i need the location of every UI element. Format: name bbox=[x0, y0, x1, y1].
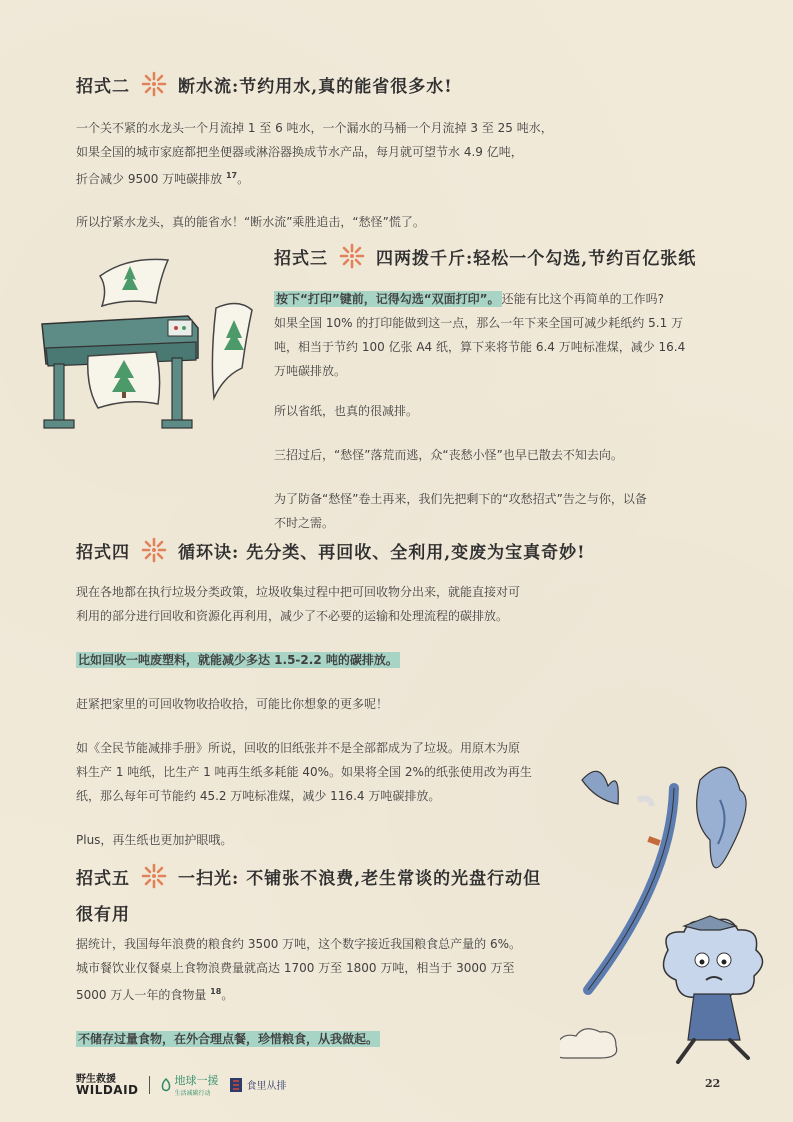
footnote-17: 17 bbox=[225, 171, 238, 180]
section3-number: 招式三 bbox=[274, 248, 328, 269]
section5-heading-line2 bbox=[76, 900, 130, 925]
section4-para4-line3: 纸，那么每年可节能约 45.2 万吨标准煤，减少 116.4 万吨碳排放。 bbox=[76, 789, 441, 803]
earth-logo-subtext: 生活减碳行动 bbox=[174, 1090, 211, 1097]
section4-highlight: 比如回收一吨废塑料，就能减少多达 1.5-2.2 吨的碳排放。 bbox=[78, 653, 398, 667]
section4-heading bbox=[76, 536, 586, 564]
asterisk-star-icon bbox=[140, 536, 168, 564]
footer-logos bbox=[76, 1072, 287, 1097]
section3-para3: 三招过后，“愁怪”落荒而逃，众“丧愁小怪”也早已散去不知去向。 bbox=[274, 448, 623, 462]
asterisk-star-icon bbox=[140, 862, 168, 890]
section4-para2 bbox=[76, 648, 696, 672]
section5-para2 bbox=[76, 1027, 576, 1051]
section5-heading bbox=[76, 862, 541, 890]
food-logo-text: 食里从排 bbox=[246, 1081, 287, 1092]
section3-title: 四两拨千斤:轻松一个勾选,节约百亿张纸 bbox=[376, 248, 697, 269]
cloud-monster bbox=[664, 916, 763, 1062]
section2-heading bbox=[76, 70, 453, 98]
section4-para3: 赶紧把家里的可回收物收拾收拾，可能比你想象的更多呢！ bbox=[76, 697, 389, 711]
section2-para2: 所以拧紧水龙头，真的能省水！“断水流”乘胜追击，“愁怪”慌了。 bbox=[76, 215, 425, 229]
section2-line3-end: 。 bbox=[237, 172, 250, 186]
section3-line4: 万吨碳排放。 bbox=[274, 364, 347, 378]
section4-para4-line1: 如《全民节能减排手册》所说，回收的旧纸张并不是全部都成为了垃圾。用原木为原 bbox=[76, 741, 521, 755]
section3-heading bbox=[274, 242, 696, 270]
section5-body bbox=[76, 932, 576, 1051]
section3-line3: 吨，相当于节约 100 亿张 A4 纸，算下来将节能 6.4 万吨标准煤，减少 16.4 bbox=[274, 340, 686, 354]
section3-body bbox=[274, 287, 724, 535]
food-logo bbox=[229, 1077, 287, 1093]
section2-number: 招式二 bbox=[76, 76, 130, 97]
section2-body bbox=[76, 116, 696, 234]
section5-line3-end: 。 bbox=[221, 988, 234, 1002]
section2-line1: 一个关不紧的水龙头一个月流掉 1 至 6 吨水，一个漏水的马桶一个月流掉 3 至 25 吨水， bbox=[76, 121, 553, 135]
section5-line3 bbox=[76, 980, 576, 1007]
asterisk-star-icon bbox=[140, 70, 168, 98]
section2-title: 断水流:节约用水,真的能省很多水! bbox=[178, 76, 453, 97]
footnote-18: 18 bbox=[210, 987, 222, 996]
page-number: 22 bbox=[705, 1077, 721, 1090]
section3-line2: 如果全国 10% 的打印能做到这一点，那么一年下来全国可减少耗纸约 5.1 万 bbox=[274, 316, 684, 330]
section4-number: 招式四 bbox=[76, 542, 130, 563]
section2-line2: 如果全国的城市家庭都把坐便器或淋浴器换成节水产品，每月就可望节水 4.9 亿吨， bbox=[76, 145, 523, 159]
footer-divider bbox=[149, 1076, 150, 1094]
section4-para4-line2: 料生产 1 吨纸，比生产 1 吨再生纸多耗能 40%。如果将全国 2%的纸张使用改为再生 bbox=[76, 765, 532, 779]
section3-para4-line1: 为了防备“愁怪”卷土再来，我们先把剩下的“攻愁招式”告之与你，以备 bbox=[274, 492, 647, 506]
section5-line1: 据统计，我国每年浪费的粮食约 3500 万吨，这个数字接近我国粮食总产量的 6%。 bbox=[76, 937, 522, 951]
section3-line1 bbox=[274, 287, 724, 311]
earth-logo bbox=[160, 1072, 219, 1097]
asterisk-star-icon bbox=[338, 242, 366, 270]
wildaid-logo-cn: 野生救援 bbox=[76, 1073, 116, 1085]
leaf-drop-icon bbox=[160, 1078, 172, 1092]
section3-para4-line2: 不时之需。 bbox=[274, 516, 335, 530]
section3-para2: 所以省纸，也真的很减排。 bbox=[274, 404, 419, 418]
wildaid-logo-en: WILDAID bbox=[76, 1082, 139, 1097]
broom-monster-illustration bbox=[560, 740, 790, 1070]
section5-title-line1: 一扫光: 不铺张不浪费,老生常谈的光盘行动但 bbox=[178, 868, 542, 889]
earth-logo-text: 地球一援 bbox=[174, 1074, 219, 1087]
section4-para1-line1: 现在各地都在执行垃圾分类政策，垃圾收集过程中把可回收物分出来，就能直接对可 bbox=[76, 585, 521, 599]
section4-title: 循环诀: 先分类、再回收、全利用,变废为宝真奇妙! bbox=[178, 542, 586, 563]
section5-title-line2: 很有用 bbox=[76, 905, 130, 925]
section5-line3-text: 5000 万人一年的食物量 bbox=[76, 988, 211, 1002]
seal-icon bbox=[229, 1077, 243, 1093]
section3-highlight: 按下“打印”键前，记得勾选“双面打印”。 bbox=[276, 292, 500, 306]
section2-line3-text: 折合减少 9500 万吨碳排放 bbox=[76, 172, 226, 186]
section2-line3 bbox=[76, 164, 696, 191]
section5-line2: 城市餐饮业仅餐桌上食物浪费量就高达 1700 万至 1800 万吨，相当于 3000 万至 bbox=[76, 961, 515, 975]
section4-para5: Plus，再生纸也更加护眼哦。 bbox=[76, 833, 233, 847]
section5-number: 招式五 bbox=[76, 868, 130, 889]
printer-illustration bbox=[38, 248, 260, 438]
section3-line1-rest: 还能有比这个再简单的工作吗? bbox=[501, 292, 664, 306]
section4-para1-line2: 利用的部分进行回收和资源化再利用，减少了不必要的运输和处理流程的碳排放。 bbox=[76, 609, 509, 623]
wildaid-logo bbox=[76, 1075, 139, 1095]
section5-highlight: 不储存过量食物，在外合理点餐，珍惜粮食，从我做起。 bbox=[78, 1032, 379, 1046]
